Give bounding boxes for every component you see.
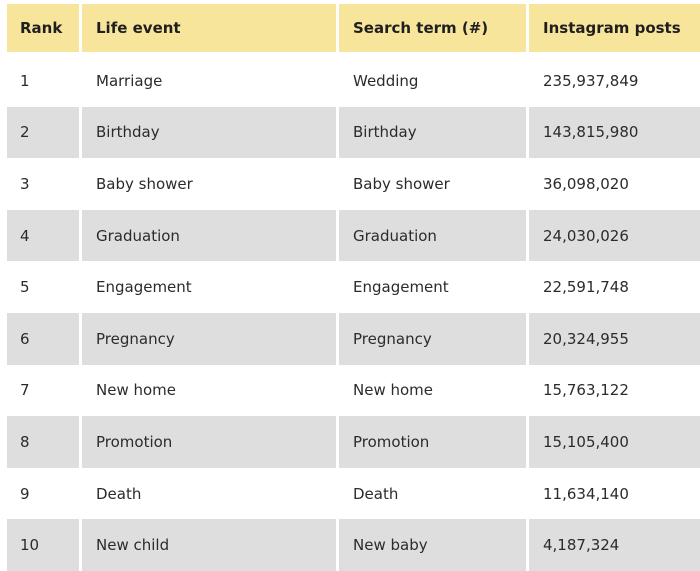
rank-cell: 6 [7,313,79,365]
posts-cell: 15,763,122 [529,365,700,417]
posts-cell: 22,591,748 [529,261,700,313]
table-row [7,158,700,210]
table-row [7,210,700,262]
life-event-cell: Baby shower [82,158,336,210]
table-row [7,313,700,365]
rank-cell: 1 [7,55,79,107]
posts-cell: 11,634,140 [529,468,700,520]
search-term-cell: Birthday [339,107,526,159]
header-life-event: Life event [82,4,336,52]
table-row [7,55,700,107]
posts-cell: 4,187,324 [529,519,700,571]
rank-cell: 10 [7,519,79,571]
posts-cell: 143,815,980 [529,107,700,159]
life-event-cell: Pregnancy [82,313,336,365]
header-search-term: Search term (#) [339,4,526,52]
rank-cell: 2 [7,107,79,159]
rank-cell: 4 [7,210,79,262]
posts-cell: 36,098,020 [529,158,700,210]
life-event-cell: New child [82,519,336,571]
table-row [7,261,700,313]
rank-cell: 7 [7,365,79,417]
table-row [7,519,700,571]
posts-cell: 20,324,955 [529,313,700,365]
header-instagram-posts: Instagram posts [529,4,700,52]
life-event-cell: New home [82,365,336,417]
header-rank: Rank [7,4,79,52]
life-event-cell: Promotion [82,416,336,468]
rank-cell: 3 [7,158,79,210]
rank-cell: 8 [7,416,79,468]
search-term-cell: Graduation [339,210,526,262]
posts-cell: 15,105,400 [529,416,700,468]
life-event-cell: Birthday [82,107,336,159]
search-term-cell: Engagement [339,261,526,313]
search-term-cell: Death [339,468,526,520]
posts-cell: 235,937,849 [529,55,700,107]
search-term-cell: New baby [339,519,526,571]
life-event-cell: Engagement [82,261,336,313]
search-term-cell: Baby shower [339,158,526,210]
search-term-cell: New home [339,365,526,417]
life-event-cell: Graduation [82,210,336,262]
search-term-cell: Wedding [339,55,526,107]
table-header-row [7,4,700,52]
search-term-cell: Pregnancy [339,313,526,365]
life-event-cell: Marriage [82,55,336,107]
rank-cell: 9 [7,468,79,520]
search-term-cell: Promotion [339,416,526,468]
table-row [7,416,700,468]
life-event-cell: Death [82,468,336,520]
table-row [7,468,700,520]
table-row [7,365,700,417]
rank-cell: 5 [7,261,79,313]
table-row [7,107,700,159]
life-events-table [7,4,700,571]
posts-cell: 24,030,026 [529,210,700,262]
